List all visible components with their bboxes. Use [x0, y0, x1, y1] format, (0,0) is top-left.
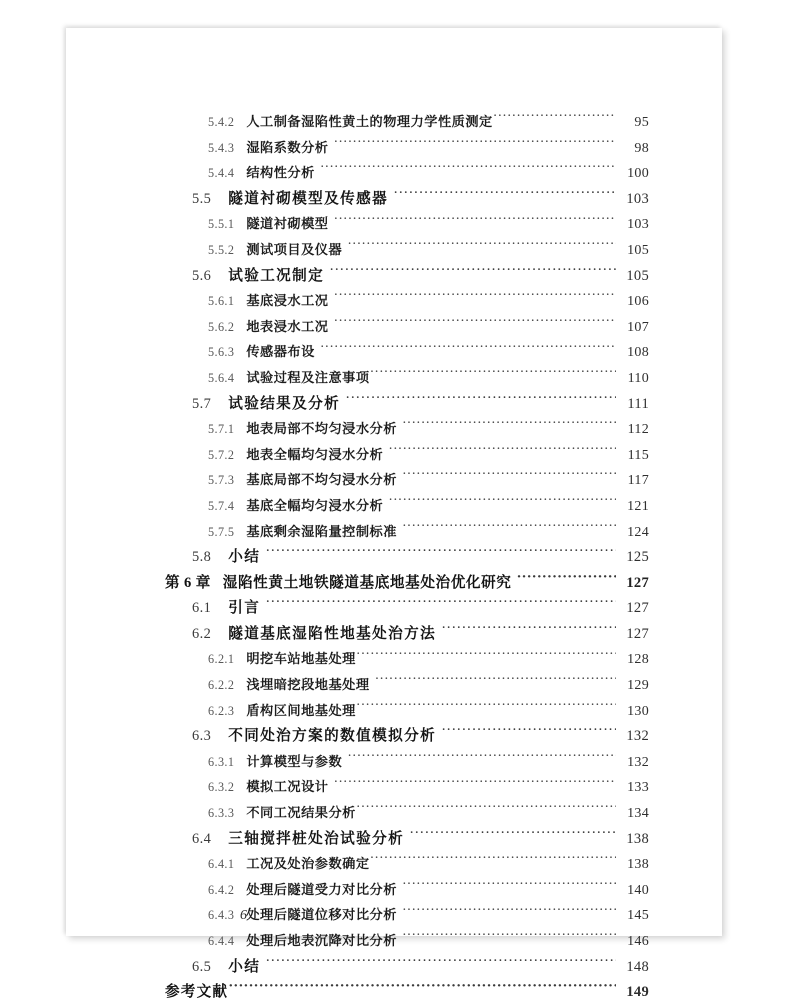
toc-entry-title: 处理后隧道受力对比分析 — [246, 881, 397, 897]
toc-entry[interactable] — [165, 264, 649, 290]
toc-entry-title: 基底局部不均匀浸水分析 — [246, 472, 397, 488]
toc-entry-page-number: 103 — [626, 190, 649, 207]
toc-entry[interactable] — [165, 852, 649, 878]
toc-entry-page-number: 106 — [627, 294, 649, 310]
toc-dot-leader — [441, 622, 616, 638]
toc-entry[interactable] — [165, 955, 649, 981]
toc-entry-number: 5.6.3 — [208, 345, 235, 360]
toc-entry-title: 地表浸水工况 — [246, 318, 329, 334]
toc-dot-leader — [320, 340, 616, 356]
toc-dot-leader — [402, 417, 616, 433]
toc-entry-number: 6.2.3 — [208, 703, 235, 718]
toc-entry-number: 5.6.4 — [208, 370, 235, 385]
toc-entry-number: 5.8 — [192, 549, 212, 566]
toc-entry-number: 6.3 — [192, 728, 212, 745]
toc-dot-leader — [265, 545, 616, 561]
toc-entry-number: 第 6 章 — [165, 574, 211, 591]
toc-entry[interactable] — [165, 110, 649, 136]
toc-entry-number: 5.6.2 — [208, 319, 235, 334]
toc-entry[interactable] — [165, 545, 649, 571]
toc-entry-title: 隧道衬砌模型及传感器 — [228, 190, 389, 207]
toc-entry[interactable] — [165, 392, 649, 418]
toc-entry[interactable] — [165, 699, 649, 725]
toc-entry-page-number: 129 — [627, 678, 649, 694]
toc-entry-number: 6.3.3 — [208, 806, 235, 821]
toc-entry-number: 5.6 — [192, 267, 212, 284]
toc-entry[interactable] — [165, 673, 649, 699]
toc-entry-page-number: 100 — [627, 166, 649, 182]
toc-dot-leader — [347, 750, 616, 766]
toc-entry-number: 5.4.2 — [208, 115, 235, 129]
toc-dot-leader — [334, 136, 617, 152]
toc-entry[interactable] — [165, 340, 649, 366]
toc-entry-number: 5.7.2 — [208, 447, 235, 462]
toc-dot-leader — [356, 699, 616, 715]
toc-dot-leader — [402, 520, 616, 536]
toc-dot-leader — [375, 673, 616, 689]
toc-dot-leader — [320, 161, 616, 177]
toc-entry-title: 处理后地表沉降对比分析 — [246, 933, 397, 948]
toc-entry-page-number: 105 — [627, 242, 649, 258]
toc-entry-title: 湿陷性黄土地铁隧道基底地基处治优化研究 — [222, 574, 512, 591]
toc-dot-leader — [402, 468, 616, 484]
toc-entry[interactable] — [165, 289, 649, 315]
toc-entry-page-number: 133 — [627, 780, 649, 796]
toc-entry-number: 6.4.2 — [208, 882, 235, 897]
toc-dot-leader — [356, 801, 616, 817]
toc-entry-title: 模拟工况设计 — [246, 779, 329, 795]
toc-dot-leader — [347, 238, 616, 254]
toc-dot-leader — [345, 392, 616, 408]
toc-entry[interactable] — [165, 315, 649, 341]
toc-entry-title: 地表局部不均匀浸水分析 — [246, 421, 397, 437]
toc-entry[interactable] — [165, 494, 649, 520]
toc-entry[interactable] — [165, 212, 649, 238]
toc-dot-leader — [228, 980, 616, 996]
toc-entry-number: 5.4.3 — [208, 140, 235, 155]
toc-entry-page-number: 112 — [627, 422, 649, 438]
toc-entry-page-number: 145 — [627, 908, 649, 924]
toc-entry[interactable] — [165, 136, 649, 162]
toc-entry[interactable] — [165, 520, 649, 546]
toc-entry-page-number: 108 — [627, 345, 649, 361]
toc-dot-leader — [441, 724, 616, 740]
toc-entry[interactable] — [165, 724, 649, 750]
toc-dot-leader — [334, 775, 617, 791]
toc-entry-title: 不同处治方案的数值模拟分析 — [228, 728, 437, 745]
toc-entry-title: 基底全幅均匀浸水分析 — [246, 497, 384, 513]
toc-entry-page-number: 127 — [626, 574, 649, 591]
toc-entry[interactable] — [165, 775, 649, 801]
toc-entry-page-number: 127 — [626, 600, 649, 617]
toc-entry[interactable] — [165, 443, 649, 469]
toc-entry-page-number: 149 — [626, 984, 649, 1001]
toc-entry-title: 湿陷系数分析 — [246, 139, 329, 155]
toc-dot-leader — [334, 289, 617, 305]
toc-entry-title: 基底剩余湿陷量控制标准 — [246, 523, 397, 539]
toc-entry[interactable] — [165, 647, 649, 673]
toc-entry-title: 小结 — [228, 958, 261, 975]
toc-entry-number: 6.3.1 — [208, 754, 235, 769]
toc-entry-number: 6.3.2 — [208, 780, 235, 795]
toc-entry[interactable] — [165, 750, 649, 776]
toc-entry-number: 5.7 — [192, 395, 212, 412]
toc-dot-leader — [334, 315, 617, 331]
toc-entry[interactable] — [165, 366, 649, 392]
toc-dot-leader — [265, 596, 616, 612]
toc-entry-page-number: 117 — [627, 473, 649, 489]
toc-entry-title: 测试项目及仪器 — [246, 241, 343, 257]
toc-entry-page-number: 103 — [627, 217, 649, 233]
toc-entry-title: 小结 — [228, 549, 261, 566]
toc-entry-page-number: 115 — [627, 447, 649, 463]
toc-entry[interactable] — [165, 980, 649, 1006]
table-of-contents — [165, 110, 649, 1006]
toc-entry-number: 6.2 — [192, 625, 212, 642]
toc-entry-number: 5.7.4 — [208, 498, 235, 513]
toc-entry-title: 基底浸水工况 — [246, 293, 329, 309]
toc-entry-title: 浅埋暗挖段地基处理 — [246, 677, 370, 693]
toc-entry-number: 6.2.2 — [208, 678, 235, 693]
toc-entry-page-number: 146 — [627, 934, 649, 949]
toc-entry-number: 6.2.1 — [208, 652, 235, 667]
toc-entry-page-number: 130 — [627, 703, 649, 719]
page-sheet — [66, 28, 722, 1001]
toc-entry-page-number: 95 — [634, 115, 649, 130]
toc-entry[interactable] — [165, 929, 649, 955]
toc-entry-number: 6.4.3 — [208, 908, 235, 923]
toc-entry-number: 5.5.2 — [208, 242, 235, 257]
toc-entry-number: 5.7.1 — [208, 422, 235, 437]
toc-entry-page-number: 125 — [626, 549, 649, 566]
toc-entry-page-number: 98 — [634, 140, 649, 156]
toc-dot-leader — [493, 110, 616, 126]
toc-entry-page-number: 128 — [627, 652, 649, 668]
toc-entry[interactable] — [165, 161, 649, 187]
toc-entry-number: 5.5 — [192, 190, 212, 207]
toc-entry-page-number: 138 — [626, 830, 649, 847]
toc-entry-page-number: 124 — [627, 524, 649, 540]
toc-dot-leader — [329, 264, 616, 280]
toc-entry-title: 人工制备湿陷性黄土的物理力学性质测定 — [246, 114, 493, 129]
toc-entry-page-number: 107 — [627, 319, 649, 335]
toc-entry-number: 6.5 — [192, 958, 212, 975]
toc-entry-title: 地表全幅均匀浸水分析 — [246, 446, 384, 462]
toc-entry-page-number: 105 — [626, 267, 649, 284]
toc-entry-title: 计算模型与参数 — [246, 753, 343, 769]
toc-entry[interactable] — [165, 571, 649, 597]
toc-entry-number: 5.5.1 — [208, 217, 235, 232]
toc-entry-title: 试验工况制定 — [228, 267, 325, 284]
toc-dot-leader — [370, 852, 616, 868]
toc-dot-leader — [409, 827, 616, 843]
toc-entry-number: 5.4.4 — [208, 166, 235, 181]
toc-entry-title: 传感器布设 — [246, 344, 315, 360]
toc-dot-leader — [393, 187, 616, 203]
toc-entry-number: 6.4 — [192, 830, 212, 847]
toc-entry-title: 试验过程及注意事项 — [246, 369, 370, 385]
toc-entry-title: 隧道基底湿陷性地基处治方法 — [228, 625, 437, 642]
toc-entry-title: 工况及处治参数确定 — [246, 856, 370, 872]
toc-dot-leader — [516, 571, 616, 587]
toc-entry-title: 处理后隧道位移对比分析 — [246, 907, 397, 923]
toc-dot-leader — [402, 903, 616, 919]
toc-entry[interactable] — [165, 468, 649, 494]
toc-entry-title: 隧道衬砌模型 — [246, 216, 329, 232]
toc-entry[interactable] — [165, 187, 649, 213]
toc-entry-page-number: 110 — [627, 370, 649, 386]
toc-dot-leader — [388, 443, 616, 459]
toc-entry-page-number: 127 — [626, 625, 649, 642]
toc-entry-number: 5.7.3 — [208, 473, 235, 488]
toc-dot-leader — [265, 955, 616, 971]
toc-entry-title: 结构性分析 — [246, 165, 315, 181]
toc-entry-title: 三轴搅拌桩处治试验分析 — [228, 830, 405, 847]
toc-entry[interactable] — [165, 801, 649, 827]
toc-entry-title: 盾构区间地基处理 — [246, 702, 356, 718]
toc-dot-leader — [402, 878, 616, 894]
toc-entry-number: 6.4.1 — [208, 857, 235, 872]
toc-dot-leader — [356, 647, 616, 663]
toc-dot-leader — [370, 366, 616, 382]
toc-entry-page-number: 138 — [627, 857, 649, 873]
toc-entry-page-number: 132 — [626, 728, 649, 745]
toc-entry-number: 5.6.1 — [208, 294, 235, 309]
toc-entry-title: 引言 — [228, 600, 261, 617]
toc-dot-leader — [334, 212, 617, 228]
toc-dot-leader — [388, 494, 616, 510]
toc-entry-number: 6.4.4 — [208, 934, 235, 948]
toc-entry[interactable] — [165, 417, 649, 443]
toc-entry[interactable] — [165, 878, 649, 904]
toc-entry-number: 6.1 — [192, 600, 212, 617]
toc-entry-page-number: 140 — [627, 882, 649, 898]
toc-entry[interactable] — [165, 827, 649, 853]
toc-entry-page-number: 132 — [627, 754, 649, 770]
toc-entry-page-number: 111 — [627, 395, 649, 412]
toc-entry-title: 不同工况结果分析 — [246, 805, 356, 821]
toc-entry-page-number: 148 — [626, 958, 649, 975]
toc-entry[interactable] — [165, 596, 649, 622]
toc-entry-title: 参考文献 — [165, 984, 229, 1001]
toc-entry-page-number: 121 — [627, 498, 649, 514]
page-number-folio: 6 — [240, 908, 248, 923]
toc-entry[interactable] — [165, 622, 649, 648]
toc-entry-title: 试验结果及分析 — [228, 395, 341, 412]
toc-entry[interactable] — [165, 903, 649, 929]
toc-dot-leader — [402, 929, 616, 945]
toc-entry[interactable] — [165, 238, 649, 264]
toc-entry-title: 明挖车站地基处理 — [246, 651, 356, 667]
toc-entry-number: 5.7.5 — [208, 524, 235, 539]
toc-entry-page-number: 134 — [627, 806, 649, 822]
